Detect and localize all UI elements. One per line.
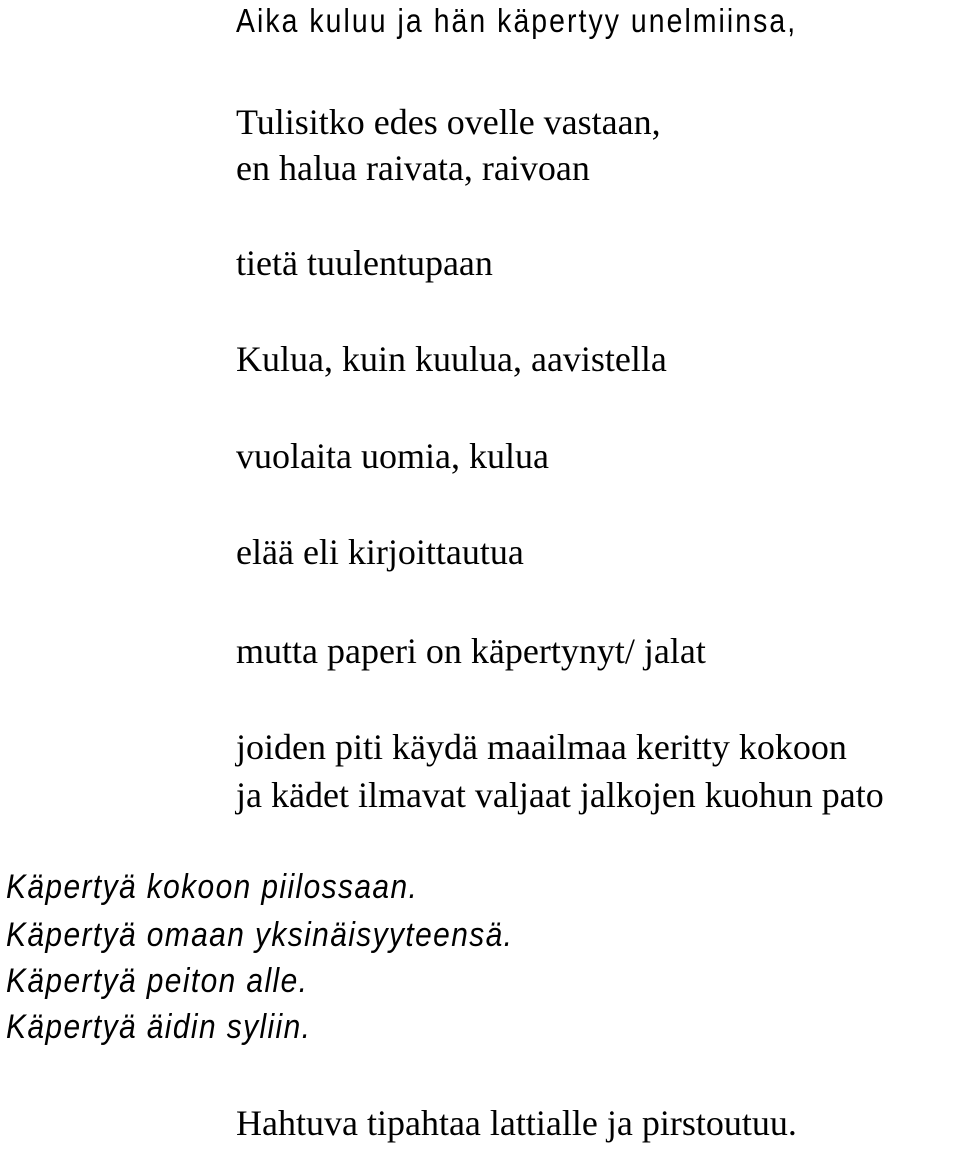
poem-line: tietä tuulentupaan <box>236 243 493 283</box>
poem-line: en halua raivata, raivoan <box>236 148 590 188</box>
closing-line: Hahtuva tipahtaa lattialle ja pirstoutuu. <box>236 1103 797 1143</box>
refrain-line: Käpertyä äidin syliin. <box>6 1008 312 1046</box>
poem-line: joiden piti käydä maailmaa keritty kokoon <box>236 727 847 767</box>
refrain-line: Käpertyä kokoon piilossaan. <box>6 868 419 906</box>
refrain-line: Käpertyä peiton alle. <box>6 962 309 1000</box>
poem-line: elää eli kirjoittautua <box>236 532 524 572</box>
poem-line: Kulua, kuin kuulua, aavistella <box>236 339 667 379</box>
poem-line: mutta paperi on käpertynyt/ jalat <box>236 631 706 671</box>
poem-heading: Aika kuluu ja hän käpertyy unelmiinsa, <box>236 2 798 39</box>
poem-line: Tulisitko edes ovelle vastaan, <box>236 102 661 142</box>
refrain-line: Käpertyä omaan yksinäisyyteensä. <box>6 916 514 954</box>
poem-line: ja kädet ilmavat valjaat jalkojen kuohun pato <box>236 775 884 815</box>
poem-line: vuolaita uomia, kulua <box>236 436 549 476</box>
